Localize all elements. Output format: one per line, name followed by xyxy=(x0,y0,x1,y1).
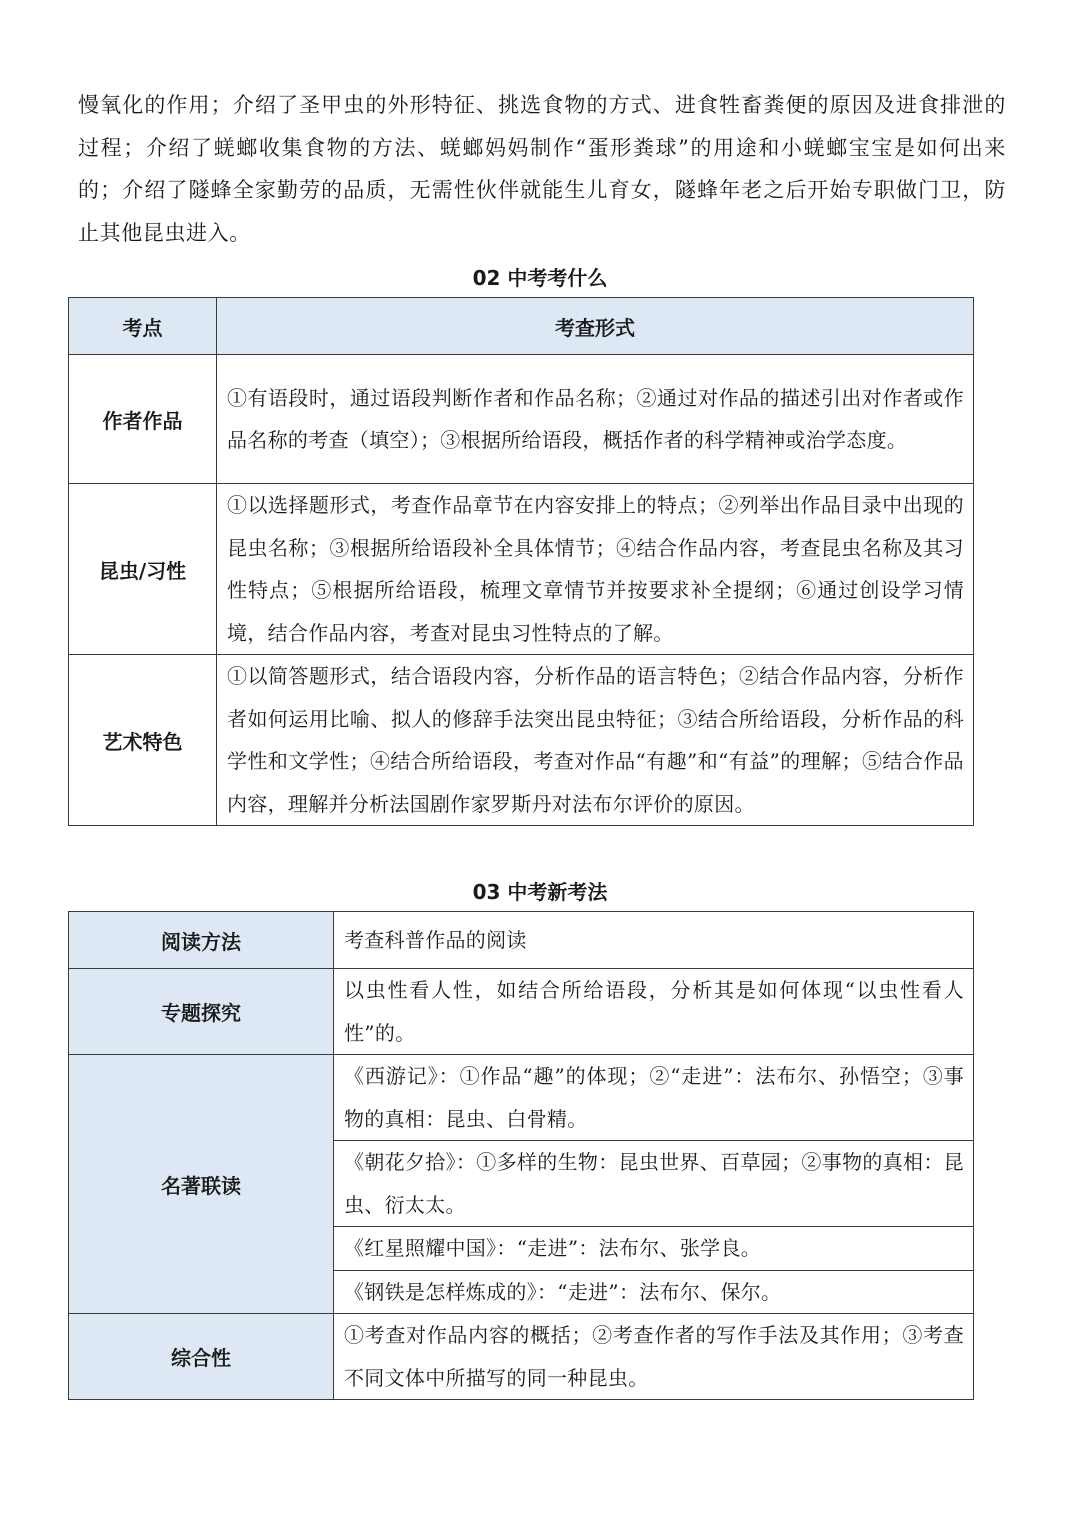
section-03-title: 03 中考新考法 xyxy=(472,880,608,904)
intro-paragraph: 慢氧化的作用；介绍了圣甲虫的外形特征、挑选食物的方式、进食牲畜粪便的原因及进食排泄的过程；介绍了蜣螂收集食物的方法、蜣螂妈妈制作“蛋形粪球”的用途和小蜣螂宝宝是如何出来的；介绍了隧蜂全家勤劳的品质，无需性伙伴就能生儿育女，隧蜂年老之后开始专职做门卫，防止其他昆虫进入。 xyxy=(78,93,1006,245)
row-label: 昆虫/习性 xyxy=(69,484,217,655)
table-row xyxy=(69,484,974,655)
table-header-row xyxy=(69,298,974,355)
row-content: 以虫性看人性，如结合所给语段，分析其是如何体现“以虫性看人性”的。 xyxy=(334,969,974,1055)
classic-item: 《钢铁是怎样炼成的》：“走进”：法布尔、保尔。 xyxy=(334,1270,974,1314)
table-row xyxy=(69,969,974,1055)
row-content: ①以选择题形式，考查作品章节在内容安排上的特点；②列举出作品目录中出现的昆虫名称；③根据所给语段补全具体情节；④结合作品内容，考查昆虫名称及其习性特点；⑤根据所给语段，梳理文章情节并按要求补全提纲；⑥通过创设学习情境，结合作品内容，考查对昆虫习性特点的了解。 xyxy=(217,484,974,655)
table-row xyxy=(69,1055,974,1141)
exam-points-table xyxy=(68,297,974,826)
table-row xyxy=(69,912,974,969)
classic-item: 《红星照耀中国》：“走进”：法布尔、张学良。 xyxy=(334,1227,974,1271)
row-content: ①以简答题形式，结合语段内容，分析作品的语言特色；②结合作品内容，分析作者如何运用比喻、拟人的修辞手法突出昆虫特征；③结合所给语段，分析作品的科学性和文学性；④结合所给语段，考查对作品“有趣”和“有益”的理解；⑤结合作品内容，理解并分析法国剧作家罗斯丹对法布尔评价的原因。 xyxy=(217,655,974,826)
row-label: 阅读方法 xyxy=(69,912,334,969)
row-label: 作者作品 xyxy=(69,355,217,484)
table-row xyxy=(69,655,974,826)
row-label: 名著联读 xyxy=(69,1055,334,1314)
row-label: 专题探究 xyxy=(69,969,334,1055)
header-exam-form: 考查形式 xyxy=(217,298,974,355)
row-label: 综合性 xyxy=(69,1314,334,1400)
new-methods-table xyxy=(68,911,974,1400)
row-content: ①有语段时，通过语段判断作者和作品名称；②通过对作品的描述引出对作者或作品名称的考查（填空）；③根据所给语段，概括作者的科学精神或治学态度。 xyxy=(217,355,974,484)
row-label: 艺术特色 xyxy=(69,655,217,826)
row-content: 考查科普作品的阅读 xyxy=(334,912,974,969)
classic-item: 《西游记》：①作品“趣”的体现；②“走进”：法布尔、孙悟空；③事物的真相：昆虫、白骨精。 xyxy=(334,1055,974,1141)
header-exam-point: 考点 xyxy=(69,298,217,355)
row-content: ①考查对作品内容的概括；②考查作者的写作手法及其作用；③考查不同文体中所描写的同一种昆虫。 xyxy=(334,1314,974,1400)
table-row xyxy=(69,1314,974,1400)
section-02-title: 02 中考考什么 xyxy=(472,266,608,290)
table-row xyxy=(69,355,974,484)
classic-item: 《朝花夕拾》：①多样的生物：昆虫世界、百草园；②事物的真相：昆虫、衍太太。 xyxy=(334,1141,974,1227)
